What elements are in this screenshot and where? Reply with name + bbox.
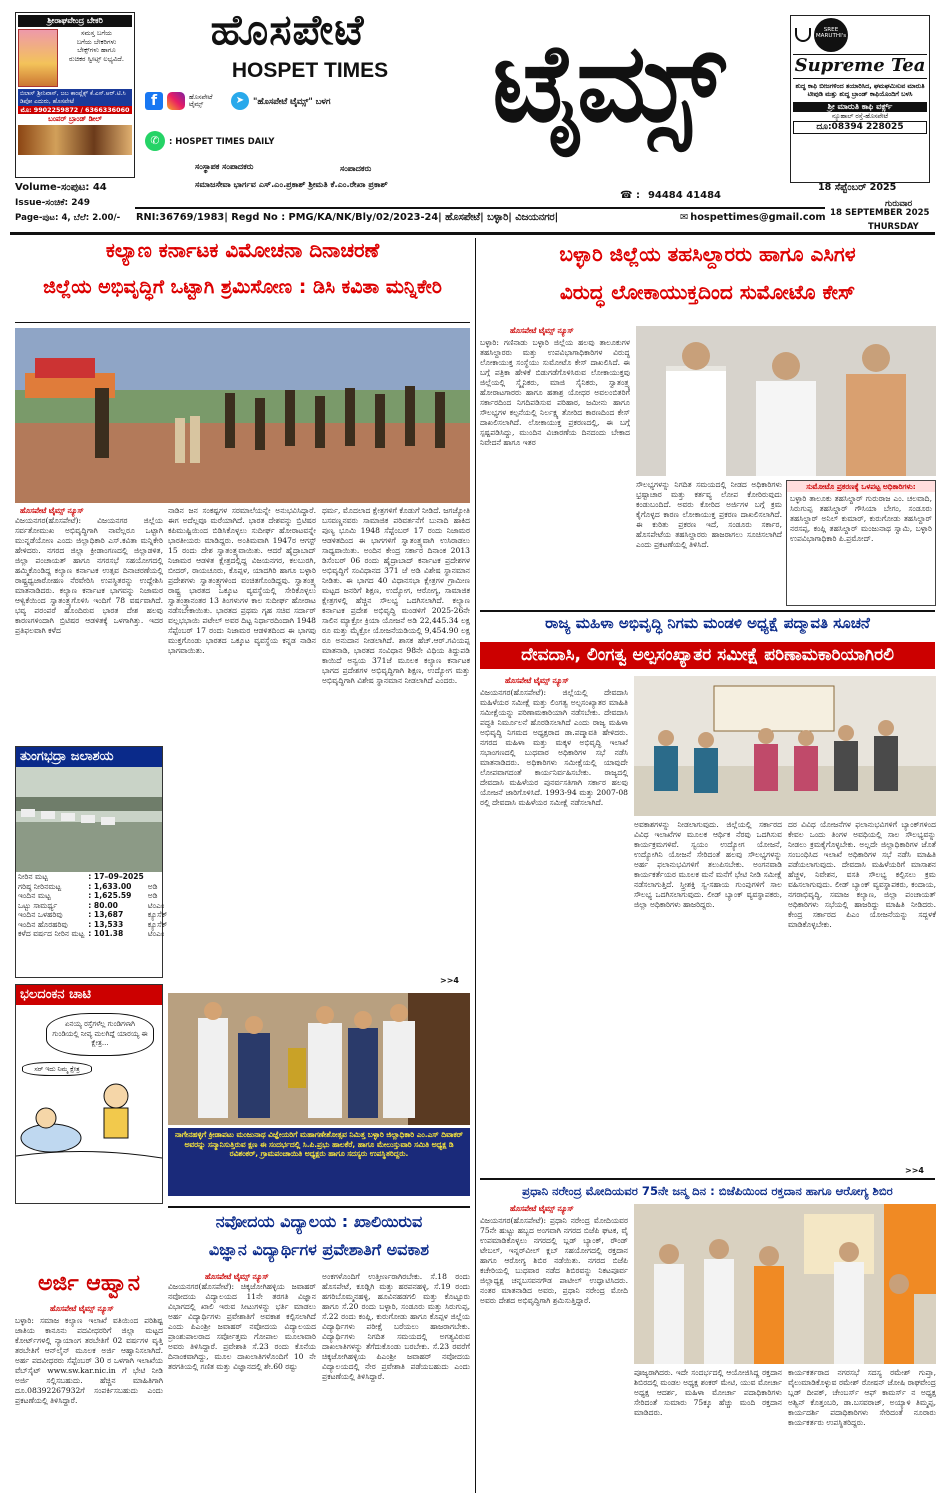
weekday-kn: ಗುರುವಾರ	[885, 198, 913, 208]
lokayukta-photo	[636, 326, 936, 476]
dam-label: ಇಂದಿನ ಒಳಹರಿವು	[18, 910, 63, 920]
dam-row	[16, 872, 169, 881]
dam-row	[16, 929, 169, 938]
dam-unit: ಟಿಂಎಂ	[147, 900, 165, 910]
women-more[interactable]: >>4	[905, 1166, 924, 1175]
whatsapp-icon[interactable]: ✆	[145, 131, 165, 151]
arji-text: ಬಳ್ಳಾರಿ: ಸಮಾಜ ಕಲ್ಯಾಣ ಇಲಾಖೆ ವತಿಯಿಂದ ಪರಿಶಿಷ್ಟ ಜಾತಿಯ ಕಾನೂನು ಪದವೀಧರರಿಗೆ ಜಿಲ್ಲಾ ಮಟ್ಟದ ಕೋರ್ಟ್‌ಗಳಲ್ಲಿ ನ್ಯಾಯಾಂಗ ತರಬೇತಿಗೆ 02 ವರ್ಷಗಳ ವೃತ್ತಿ ತರಬೇತಿಗೆ ಆನ್‌ಲೈನ್ ಮೂಲಕ ಅರ್ಜಿ ಆಹ್ವಾನಿಸಲಾಗಿದೆ. ಅರ್ಹ ಪದವೀಧರರು ಸೆಪ್ಟೆಂಬರ್ 30 ರ ಒಳಗಾಗಿ ಇಲಾಖೆಯ ವೆಬ್‌ಸೈಟ್ www.sw.kar.nic.in ಗೆ ಭೇಟಿ ನೀಡಿ ಅರ್ಜಿ ಸಲ್ಲಿಸಬಹುದು. ಹೆಚ್ಚಿನ ಮಾಹಿತಿಗಾಗಿ ದೂ.08392267932ಗೆ ಸಂಪರ್ಕಿಸಬಹುದು ಎಂದು ಪ್ರಕಟಣೆಯಲ್ಲಿ ತಿಳಿಸಿದ್ದಾರೆ.	[15, 1316, 163, 1406]
modi-rule	[480, 1178, 935, 1180]
tea-company: ಶ್ರೀ ಮಾರುತಿ ಕಾಫಿ ವರ್ಕ್ಸ್	[793, 102, 927, 112]
title-kannada-big: ಟೈಮ್ಸ್	[492, 21, 723, 146]
dam-value: : 1,625.59	[88, 891, 132, 901]
lokayukta-col2: ಸೌಲಭ್ಯಗಳನ್ನು ನಿಗದಿತ ಸಮಯದಲ್ಲಿ ನೀಡದ ಅಧಿಕಾರಿಗಳು ಭ್ರಷ್ಟಾಚಾರ ಮತ್ತು ಕರ್ತವ್ಯ ಲೋಪ ಕೋರಿರುವುದು ಕಂಡುಬಂದಿದೆ. ಅವರು ಕೋರಿದ ಅರ್ಜಿಗಳ ಬಗ್ಗೆ ಕ್ರಮ ಕೈಗೊಳ್ಳದ ಕಾರಣ ಲೋಕಾಯುಕ್ತ ಪ್ರಕರಣ ದಾಖಲಿಸಲಾಗಿದೆ. ಈ ಕುರಿತು ಪ್ರಕರಣ ಇದೆ, ಸಂಡೂರು ಸರ್ಕಾರ, ಹೊಸಪೇಟೆಯ ತಹಸಿಲ್ದಾರರು ಹಾಜರಾಗಲು ಸೂಚಿಸಲಾಗಿದೆ ಎಂದು ಪ್ರಕಟಣೆಯಲ್ಲಿ ತಿಳಿಸಿದೆ.	[636, 480, 782, 550]
dam-row	[16, 882, 169, 891]
story1-more[interactable]: >>4	[440, 976, 459, 985]
ad-bakery	[15, 12, 135, 178]
ad-bakery-line4: ರುಚಿಕರ ಸ್ವೀಟ್ಸ್ ಲಭ್ಯವಿದೆ.	[69, 54, 124, 63]
phone-icon: ☎ :	[620, 190, 640, 201]
story1-byline: ಹೊಸಪೇಟೆ ಟೈಮ್ಸ್ ನ್ಯೂಸ್	[20, 506, 84, 515]
navodaya-headline2: ವಿಜ್ಞಾನ ವಿದ್ಯಾರ್ಥಿಗಳ ಪ್ರವೇಶಾತಿಗೆ ಅವಕಾಶ	[208, 1240, 430, 1259]
lokayukta-box-title: ಸುಮೋಟೊ ಪ್ರಕರಣಕ್ಕೆ ಒಳಪಟ್ಟ ಅಧಿಕಾರಿಗಳು:	[787, 481, 935, 492]
title-kannada-small: ಹೊಸಪೇಟೆ	[210, 5, 365, 54]
modi-col1: ವಿಜಯನಗರ(ಹೊಸಪೇಟೆ): ಪ್ರಧಾನಿ ನರೇಂದ್ರ ಮೋದಿಯವರ 75ನೇ ಹುಟ್ಟು ಹಬ್ಬದ ಅಂಗವಾಗಿ ನಗರದ ಬಿಜೆಪಿ ಘಟಕ, ವೈ ಉಪಮಾಡಿಕೊಳ್ಳಲು ನಗರದಲ್ಲಿ ಬ್ಲಡ್ ಬ್ಯಾಂಕ್, ರೌಂಡ್ ಟೇಬಲ್, ಇನ್ನರ್‌ವೀಲ್ ಕ್ಲಬ್ ಸಹಯೋಗದಲ್ಲಿ ರಕ್ತದಾನ ಹಾಗೂ ಆರೋಗ್ಯ ಶಿಬಿರ ನಡೆಯಿತು. ನಗರದ ಬಿಜೆಪಿ ಕಚೇರಿಯಲ್ಲಿ ಬುಧವಾರ ನಡೆದ ಶಿಬಿರವನ್ನು ನಿಕಟಪೂರ್ವ ಜಿಲ್ಲಾಧ್ಯಕ್ಷ ಚನ್ನಬಸವನಗೌಡ ಪಾಟೀಲ್ ಉದ್ಘಾಟಿಸಿದರು. ನಂತರ ಮಾತನಾಡಿದ ಅವರು, ಪ್ರಧಾನಿ ನರೇಂದ್ರ ಮೋದಿ ಅವರು ದೇಶದ ಅಭಿವೃದ್ಧಿಗಾಗಿ ಶ್ರಮಿಸುತ್ತಿದ್ದಾರೆ.	[480, 1216, 628, 1306]
dam-value: : 80.00	[88, 900, 118, 910]
ad-bakery-line1: ಸಮಸ್ತ ಬಗೆಯ	[80, 29, 113, 37]
modi-photo	[634, 1204, 936, 1364]
cartoon-small-bubble: ಸರ್ ಇದು ನಿಮ್ಮ ಕ್ಷೇತ್ರ	[22, 1062, 92, 1076]
mail-icon: ✉	[680, 212, 689, 223]
volume: Volume-ಸಂಪುಟ: 44	[15, 182, 107, 193]
telegram-label: "ಹೊಸಪೇಟೆ ಟೈಮ್ಸ್" ಬಳಗ	[253, 95, 331, 106]
dam-table	[16, 872, 169, 938]
navodaya-col2: ಅಂಕಗಳೊಂದಿಗೆ ಉತ್ತೀರ್ಣರಾಗಿರಬೇಕು. ಸೆ.18 ರಂದು ಹೊಸಪೇಟೆ, ಕೂಡ್ಲಿಗಿ ಮತ್ತು ಹರಪನಹಳ್ಳಿ, ಸೆ.19 ರಂದು ಹಗರಿಬೊಮ್ಮನಹಳ್ಳಿ, ಹೂವಿನಹಡಗಲಿ ಮತ್ತು ಕೊಟ್ಟೂರು ಹಾಗೂ ಸೆ.20 ರಂದು ಬಳ್ಳಾರಿ, ಸಂಡೂರು ಮತ್ತು ಸಿರುಗುಪ್ಪ, ಸೆ.22 ರಂದು ಕಂಪ್ಲಿ, ಕುರುಗೋಡು ಹಾಗೂ ಕೊಪ್ಪಳ ಜಿಲ್ಲೆಯ ವಿದ್ಯಾರ್ಥಿಗಳು ಪರೀಕ್ಷೆ ಬರೆಯಲು ಹಾಜರಾಗಬೇಕು. ವಿದ್ಯಾರ್ಥಿಗಳು ನಿಗದಿತ ಸಮಯದಲ್ಲಿ ಅಗತ್ಯವಿರುವ ದಾಖಲಾತಿಗಳನ್ನು ತೆಗೆದುಕೊಂಡು ಬರಬೇಕು. ಸೆ.23 ರವರೆಗೆ ಚಿಕ್ಕಜೋಗಿಹಳ್ಳಿಯ ಪಿಎಂಶ್ರೀ ಜವಾಹರ್ ನವೋದಯ ವಿದ್ಯಾಲಯದಲ್ಲಿ ನೇರ ಪ್ರವೇಶಾತಿ ಪಡೆಯಬಹುದು ಎಂದು ಪ್ರಕಟಣೆಯಲ್ಲಿ ತಿಳಿಸಿದ್ದಾರೆ.	[322, 1272, 470, 1382]
tea-phone: ದೂ:08394 228025	[793, 121, 927, 134]
story1-kicker: ಕಲ್ಯಾಣ ಕರ್ನಾಟಕ ವಿಮೋಚನಾ ದಿನಾಚರಣೆ	[105, 238, 380, 262]
email-address[interactable]: hospettimes@gmail.com	[690, 212, 826, 223]
story1-rule	[15, 322, 470, 323]
telegram-icon[interactable]: ➤	[231, 92, 249, 110]
women-headline2: ದೇವದಾಸಿ, ಲಿಂಗತ್ವ ಅಲ್ಪಸಂಖ್ಯಾತರ ಸಮೀಕ್ಷೆ ಪರಿಣಾಮಕಾರಿಯಾಗಿರಲಿ	[480, 642, 935, 669]
lokayukta-headline1: ಬಳ್ಳಾರಿ ಜಿಲ್ಲೆಯ ತಹಸಿಲ್ದಾರರು ಹಾಗೂ ಎಸಿಗಳ	[559, 242, 856, 266]
cartoon-drawing	[16, 1076, 162, 1164]
weekday-en: THURSDAY	[868, 221, 919, 231]
navodaya-headline1: ನವೋದಯ ವಿದ್ಯಾಲಯ : ಖಾಲಿಯಿರುವ	[215, 1212, 423, 1231]
dam-box	[15, 746, 168, 978]
dam-value: : 17–09–2025	[88, 872, 144, 882]
women-byline: ಹೊಸಪೇಟೆ ಟೈಮ್ಸ್ ನ್ಯೂಸ್	[505, 676, 569, 685]
ad-bakery-title: ಶ್ರೀರಾಘವೇಂದ್ರ ಬೇಕರಿ	[18, 15, 132, 27]
ad-bakery-line2: ಬಗೆಯ ಬೇಕರಿಗಳು	[76, 37, 117, 46]
cartoon-title: ಭಲದಂಕನ ಚಾಟಿ	[16, 985, 162, 1005]
story1-col3: ಧರ್ಮ, ಮೊದಲಾದ ಕ್ಷೇತ್ರಗಳಿಗೆ ಕೊಡುಗೆ ನೀಡಿದೆ. ಜಗಜ್ಯೋತಿ ಬಸವಣ್ಣನವರು ಸಾಮಾಜಿಕ ಪರಿವರ್ತನೆಗೆ ಬುನಾದಿ ಹಾಕಿದ ಪುಣ್ಯ ಭೂಮಿ 1948 ಸೆಪ್ಟೆಂಬರ್ 17 ರಂದು ನಿಜಾಮರ ಆಡಳಿತದಿಂದ ಈ ಭಾಗಗಳಿಗೆ ಸ್ವಾತಂತ್ರ್ಯವಾಗಿ ಉಸಿರಾಡಲು ಸಾಧ್ಯವಾಯಿತು. ಅಂದಿನ ಕೇಂದ್ರ ಸರ್ಕಾರ ದಿನಾಂಕ 2013 ಡಿಸೆಂಬರ್ 06 ರಂದು ಹೈದ್ರಾಬಾದ್ ಕರ್ನಾಟಕ ಪ್ರದೇಶಗಳ ಅಭಿವೃದ್ಧಿಗೆ ಸಂವಿಧಾನದ 371 ಜೆ ಅಡಿ ವಿಶೇಷ ಸ್ಥಾನಮಾನ ನೀಡಿತು. ಈ ಭಾಗದ 40 ವಿಧಾನಸಭಾ ಕ್ಷೇತ್ರಗಳ ಗ್ರಾಮೀಣ ಮಟ್ಟದ ಜನರಿಗೆ ಶಿಕ್ಷಣ, ಉದ್ಯೋಗ, ಆರೋಗ್ಯ, ಸಾಮಾಜಿಕ ಕ್ಷೇತ್ರಗಳಲ್ಲಿ ಹೆಚ್ಚಿನ ಸೌಲಭ್ಯ ಒದಗಿಸಲಾಗಿದೆ. ಕಲ್ಯಾಣ ಕರ್ನಾಟಕ ಪ್ರದೇಶ ಅಭಿವೃದ್ಧಿ ಮಂಡಳಿಗೆ 2025-26ನೇ ಸಾಲಿನ ಮ್ಯಾಕ್ರೋ ಕ್ರಿಯಾ ಯೋಜನೆ ಅಡಿ 22,445.34 ಲಕ್ಷ ರೂ ಮತ್ತು ಮೈಕ್ರೋ ಯೋಜನೆಯಡಿಯಲ್ಲಿ 9,454.90 ಲಕ್ಷ ರೂ ಅನುದಾನ ನೀಡಲಾಗಿದೆ. ಶಾಸಕ ಹೆಚ್.ಆರ್.ಗವಿಯಪ್ಪ ಮಾತನಾಡಿ, ಭಾರತದ ಸಂವಿಧಾನ 98ನೇ ವಿಧಿಯ ತಿದ್ದುಪಡಿ ಕಾಯಿದೆ ಅನ್ವಯ 371ಜೆ ಮೂಲಕ ಕಲ್ಯಾಣ ಕರ್ನಾಟಕ ಭಾಗದ ಪ್ರದೇಶಗಳ ಅಭಿವೃದ್ಧಿಗಾಗಿ ಶಿಕ್ಷಣ, ಉದ್ಯೋಗ ಮತ್ತು ಅಭಿವೃದ್ಧಿಗಾಗಿ ವಿಶೇಷ ಸ್ಥಾನಮಾನ ನೀಡಲಾಗಿದೆ ಎಂದರು.	[322, 506, 470, 686]
dam-label: ಇಂದಿನ ಮಟ್ಟ	[18, 891, 51, 901]
ad-bakery-deity-image	[18, 29, 58, 87]
top-rule	[10, 232, 935, 235]
dam-label: ಗರಿಷ್ಠ ನೀರಿನಮಟ್ಟ	[18, 881, 62, 891]
tea-cup-icon	[795, 28, 811, 42]
dam-label: ಕಳೆದ ವರ್ಷದ ನೀರಿನ ಮಟ್ಟ	[18, 929, 85, 939]
dam-photo	[16, 767, 162, 872]
dam-row	[16, 910, 169, 919]
navodaya-rule	[168, 1206, 470, 1208]
dam-row	[16, 901, 169, 910]
navodaya-byline: ಹೊಸಪೇಟೆ ಟೈಮ್ಸ್ ನ್ಯೂಸ್	[205, 1272, 269, 1281]
dam-label: ನೀರಿನ ಮಟ್ಟ	[18, 872, 48, 882]
dam-title: ತುಂಗಭದ್ರಾ ಜಲಾಶಯ	[16, 747, 162, 767]
dam-unit: ಕ್ಯೂಸೆಕ್	[147, 910, 168, 920]
whatsapp-row	[145, 130, 405, 152]
date-en: 18 SEPTEMBER 2025	[830, 208, 930, 218]
tea-brand: Supreme Tea	[793, 54, 927, 79]
editor-label: ಸಂಪಾದಕರು	[340, 164, 372, 173]
award-photo	[168, 993, 470, 1125]
cartoon-box	[15, 984, 163, 1204]
center-divider	[475, 238, 476, 1493]
women-col1: ವಿಜಯನಗರ(ಹೊಸಪೇಟೆ): ಜಿಲ್ಲೆಯಲ್ಲಿ ದೇವದಾಸಿ ಮಹಿಳೆಯರ ಸಮೀಕ್ಷೆ ಮತ್ತು ಲಿಂಗತ್ವ ಅಲ್ಪಸಂಖ್ಯಾತರ ಮಾಹಿತಿ ಸಮೀಕ್ಷೆಯನ್ನು ಪರಿಣಾಮಕಾರಿಯಾಗಿ ನಡೆಸಬೇಕು. ದೇವದಾಸಿ ಪದ್ಧತಿ ನಿರ್ಮೂಲನೆ ಹೊರಡಿಸಲಾಗಿದೆ ಎಂದು ರಾಜ್ಯ ಮಹಿಳಾ ಅಭಿವೃದ್ಧಿ ನಿಗಮದ ಅಧ್ಯಕ್ಷರಾದ ಡಾ.ಪದ್ಮಾವತಿ ಹೇಳಿದರು. ನಗರದ ಮಹಿಳಾ ಮತ್ತು ಮಕ್ಕಳ ಅಭಿವೃದ್ಧಿ ಇಲಾಖೆ ಸಭಾಂಗಣದಲ್ಲಿ ಬುಧವಾರ ಅಧಿಕಾರಿಗಳ ಸಭೆ ನಡೆಸಿ ಮಾತನಾಡಿದರು. ಅಧಿಕಾರಿಗಳು ಸಮೀಕ್ಷೆಯಲ್ಲಿ ಯಾವುದೇ ಲೋಪವಾಗದಂತೆ ಕಾರ್ಯನಿರ್ವಹಿಸಬೇಕು. ರಾಜ್ಯದಲ್ಲಿ ದೇವದಾಸಿ ಮಹಿಳೆಯರ ಪುನರ್ವಸತಿಗಾಗಿ ಸರ್ಕಾರ ಹಲವು ಯೋಜನೆ ಜಾರಿಗೊಳಿಸಿದೆ. 1993-94 ಮತ್ತು 2007-08 ರಲ್ಲಿ ದೇವದಾಸಿ ಮಹಿಳೆಯರ ಸಮೀಕ್ಷೆ ನಡೆಸಲಾಗಿದೆ.	[480, 688, 628, 808]
story1-headline: ಜಿಲ್ಲೆಯ ಅಭಿವೃದ್ಧಿಗೆ ಒಟ್ಟಾಗಿ ಶ್ರಮಿಸೋಣ : ಡಿಸಿ ಕವಿತಾ ಮನ್ನಿಕೇರಿ	[43, 276, 442, 298]
date-kn: 18 ಸೆಪ್ಟೆಂಬರ್ 2025	[818, 182, 897, 193]
ad-bakery-address: ಬಿಲಾಸ್ ಶ್ರೀನಿವಾಸ್, ಜಬ ಕಾಂಪ್ಲೆಕ್ಸ್ ಕೆ.ಎಸ್.ಆರ್.ಟಿ.ಸಿ ಡಿಪೋ ಎದುರು, ಹೊಸಪೇಟೆ	[18, 89, 132, 106]
tea-text: ಶುದ್ಧ ಕಾಫಿ ಬೀಜಗಳಿಂದ ತಯಾರಿಸಿದ, ಘಮಘಮಿಸುವ ಮಾರುತಿ ಟೀಪುಡಿ ಮತ್ತು ಶುದ್ಧ ಬ್ರಾಂಡ್ ಕಾಫಿಯೊಂದಿಗೆ ಬಳಸಿ	[795, 81, 925, 99]
founder-label: ಸಂಸ್ಥಾಪಕ ಸಂಪಾದಕರು	[195, 162, 254, 171]
dam-value: : 1,633.00	[88, 881, 132, 891]
modi-col3: ಕಾರ್ಯಕರ್ತರಾದ ನಗರಸಭೆ ಸದಸ್ಯ ರಮೇಶ್ ಗುಪ್ತಾ, ವೈಲುಮಾಡಿಕೊಳ್ಳುವ ರಮೇಶ್ ರೋಷನ್ ಜೋಷಿ ರಾಘವೇಂದ್ರ ಬ್ಲಡ್ ದೀಪಕ್, ಚೇಂಬರ್ಸ್ ಆಫ್ ಕಾಮರ್ಸ್ ನ ಅಧ್ಯಕ್ಷ ಅಶ್ವಿನ್ ಕೊತ್ತಂಬರಿ, ಡಾ.ಬಸವರಾಜ್, ಅಯ್ಯಾಳಿ ತಿಮ್ಮಪ್ಪ, ಕಾರ್ಯದರ್ಶಿ ಪದಾಧಿಕಾರಿಗಳು ಸೇರಿದಂತೆ ನೂರಾರು ಕಾರ್ಯಕರ್ತರು ಉಪಸ್ಥಿತರಿದ್ದರು.	[788, 1368, 936, 1428]
social-row	[145, 90, 435, 112]
phone-row	[620, 190, 721, 203]
lokayukta-col1: ಬಳ್ಳಾರಿ: ಗಣಿನಾಡು ಬಳ್ಳಾರಿ ಜಿಲ್ಲೆಯ ಹಲವು ತಾಲೂಕುಗಳ ತಹಸಿಲ್ದಾರರು ಮತ್ತು ಉಪವಿಭಾಗಾಧಿಕಾರಿಗಳ ವಿರುದ್ಧ ಲೋಕಾಯುಕ್ತ ಸಂಸ್ಥೆಯು ಸುಮೋಟೊ ಕೇಸ್ ದಾಖಲಿಸಿದೆ. ಈ ಬಗ್ಗೆ ಪತ್ರಿಕಾ ಹೇಳಿಕೆ ಬಿಡುಗಡೆಗೊಳಿಸಿರುವ ಲೋಕಾಯುಕ್ತವು ಜಿಲ್ಲೆಯಲ್ಲಿ ಸ್ಮೈನಿಕರು, ಮಾಜಿ ಸೈನಿಕರು, ಸ್ವಾತಂತ್ರ್ಯ ಹೋರಾಟಗಾರರು ಹಾಗೂ ಹತಾಶ್ರ ಯೋಧರ ಅವಲಂಬಿತರಿಗೆ ಸರ್ಕಾರದಿಂದ ನಿಗದಿಪಡಿಸುವ ಪರಿಹಾರ, ಜಮೀನು ಹಾಗೂ ಸೌಲಭ್ಯಗಳ ಕಲ್ಪನೆಯಲ್ಲಿ ನಿರ್ಲಕ್ಷ್ಯ ತೋರಿದ ಕಾರಣದಿಂದ ಕೇಸ್ ದಾಖಲಿಸಲಾಗಿದೆ. ಲೋಕಾಯುಕ್ತ ಪ್ರಕರಣದಲ್ಲಿ, ಈ ಬಗ್ಗೆ ಸ್ಪಷ್ಟಪಡಿಸಿದ್ದು, ಮುಂದಿನ ವಿಚಾರಣೆಯ ದಿನದಂದು ಬೇಕಾದ ನಿವೇದನೆ ಹಾಗೂ ಇತರ	[480, 338, 630, 448]
story1-col2: ನಾಡಿನ ಜನ ಸಂಕಷ್ಟಗಳ ಸರಮಾಲೆಯನ್ನೇ ಅನುಭವಿಸಿದ್ದಾರೆ. ಈಗ ಅದೆಲ್ಲವೂ ಮರೆಯಾಗಿದೆ. ಭಾರತ ದೇಶವನ್ನು ಬ್ರಿಟಿಷರ ಕಪಿಮುಷ್ಟಿಯಿಂದ ಬಿಡಿಸಿಕೊಳ್ಳಲು ಸುದೀರ್ಘ ಹೋರಾಟವನ್ನೇ ಭಾರತೀಯರು ಮಾಡಿದ್ದರು. ಅಂತಿಮವಾಗಿ 1947ರ ಆಗಸ್ಟ್ 15 ರಂದು ದೇಶ ಸ್ವಾತಂತ್ರ್ಯವಾಯಿತು. ಆದರೆ ಹೈದ್ರಾಬಾದ್ ನಿಜಾಮರ ಆಡಳಿತ ಕ್ಷೇತ್ರದಲ್ಲಿದ್ದ ವಿಜಯನಗರ, ಕಲಬುರಗಿ, ಬೀದರ್, ರಾಯಚೂರು, ಕೊಪ್ಪಳ, ಯಾದಗಿರಿ ಹಾಗೂ ಬಳ್ಳಾರಿ ಪ್ರದೇಶಗಳು ಸ್ವಾತಂತ್ರ್ಯಗಳಿಂದ ವಂಚಿತಗೊಂಡಿದ್ದವು. ಸ್ವಾತಂತ್ರ್ಯ ರಾಷ್ಟ್ರ ಭಾರತದ ಒಕ್ಕೂಟ ವ್ಯವಸ್ಥೆಯಲ್ಲಿ ಸೇರಿಕೊಳ್ಳಲು ಸ್ವಾತಂತ್ರ್ಯಾನಂತರ 13 ತಿಂಗಳುಗಳ ಕಾಲ ಸುದೀರ್ಘ ಹೋರಾಟ ನಡೆಸಬೇಕಾಯಿತು. ಭಾರತದ ಪ್ರಥಮ ಗೃಹ ಸಚಿವ ಸರ್ದಾರ್ ವಲ್ಲಭಭಾಯಿ ಪಟೇಲ್ ಅವರ ದಿಟ್ಟ ನಿರ್ಧಾರದಿಂದಾಗಿ 1948 ಸೆಪ್ಟೆಂಬರ್ 17 ರಂದು ನಿಜಾಮರ ಆಡಳಿತದಿಂದ ಈ ಭಾಗವು ಮುಕ್ತಗೊಂಡು ಭಾರತದ ಒಕ್ಕೂಟ ವ್ಯವಸ್ಥೆಯ ಕನ್ನಡ ನಾಡಿನ ಭಾಗವಾಯಿತು.	[168, 506, 316, 656]
modi-headline: ಪ್ರಧಾನಿ ನರೇಂದ್ರ ಮೋದಿಯವರ 75ನೇ ಜನ್ಮ ದಿನ : ಬಿಜೆಪಿಯಿಂದ ರಕ್ತದಾನ ಹಾಗೂ ಆರೋಗ್ಯ ಶಿಬಿರ	[522, 1184, 893, 1198]
cartoon-bubble: ಏನಯ್ಯ ರಸ್ತೆಗಳೆಲ್ಲ ಗುಂಡಿಗಳಾಗಿ ಗುಂಡಿಯಲ್ಲಿ ನೀವ್ಯ ಮಲಗಿದ್ದೆ ಯಾರಯ್ಯ ಈ ಕ್ಷೇತ್ರ...	[46, 1013, 154, 1055]
whatsapp-label: : HOSPET TIMES DAILY	[169, 135, 275, 146]
rni-line: RNI:36769/1983| Regd No : PMG/KA/NK/Bly/02/2023-24| ಹೊಸಪೇಟೆ| ಬಳ್ಳಾರಿ| ವಿಜಯನಗರ|	[136, 212, 559, 223]
award-caption: ನಾಗೇನಹಳ್ಳಿಗೆ ಕ್ರೀಡಾಪಟು ಮಂಜುನಾಥ ವಿಜ್ಞೇಯರಿಗೆ ಮಹಾಗಣೇಶೋತ್ಸವ ನಿಮಿತ್ತ ಬಳ್ಳಾರಿ ಜಿಲ್ಲಾಧಿಕಾರಿ ಎಂ.ಎಸ್ ದಿವಾಕರ್ ಅವರನ್ನು ಸನ್ಮಾನಿಸುತ್ತಿರುವ ಕ್ಷಣ ಈ ಸಂದರ್ಭದಲ್ಲಿ ಸಿ.ಪಿ.ಪ್ರಭು ಹಾಲಕೆರೆ, ಹಾಗೂ ಮೇಲುಸ್ತುವಾರಿ ಸಮಿತಿ ಅಧ್ಯಕ್ಷ ಡಿ ರವಿಶಂಕರ್, ಗ್ರಾಮಪಂಚಾಯಿತಿ ಅಧ್ಯಕ್ಷರು ಹಾಗೂ ಸದಸ್ಯರು ಉಪಸ್ಥಿತರಿದ್ದರು.	[168, 1128, 470, 1196]
ad-bakery-phone: ಮೊ: 9902259872 / 6366336060	[18, 106, 132, 114]
tea-logo: SREE MARUTHI's	[814, 18, 848, 52]
lokayukta-box	[786, 480, 936, 606]
tea-address: ನ್ಯೂಹಾಲ್ ರಸ್ತೆ-ಹೊಸಪೇಟೆ	[831, 111, 889, 120]
women-rule	[480, 610, 935, 612]
dam-value: : 101.38	[88, 929, 124, 939]
dam-label: ಇಂದಿನ ಹೊರಹರಿವು	[18, 919, 68, 929]
dam-row	[16, 891, 169, 900]
dam-value: : 13,533	[88, 919, 124, 929]
modi-byline: ಹೊಸಪೇಟೆ ಟೈಮ್ಸ್ ನ್ಯೂಸ್	[510, 1204, 574, 1213]
story1-col1: ವಿಜಯನಗರ(ಹೊಸಪೇಟೆ): ವಿಜಯನಗರ ಜಿಲ್ಲೆಯ ಸರ್ವತೋಮುಖ ಅಭಿವೃದ್ಧಿಗಾಗಿ ನಾವೆಲ್ಲರೂ ಒಟ್ಟಾಗಿ ಮುನ್ನಡೆಯೋಣ ಎಂದು ಜಿಲ್ಲಾಧಿಕಾರಿ ಎಸ್.ಕವಿತಾ ಮನ್ನಿಕೇರಿ ಹೇಳಿದರು. ನಗರದ ಜಿಲ್ಲಾ ಕ್ರೀಡಾಂಗಣದಲ್ಲಿ ಜಿಲ್ಲಾಡಳಿತ, ಜಿಲ್ಲಾ ಪಂಚಾಯತ್ ಹಾಗೂ ನಗರಸಭೆ ಸಹಯೋಗದಲ್ಲಿ ಹಮ್ಮಿಕೊಂಡಿದ್ದ ಕಲ್ಯಾಣ ಕರ್ನಾಟಕ ಉತ್ಸವ ದಿನಾಚರಣೆಯಲ್ಲಿ ರಾಷ್ಟ್ರಧ್ವಜಾರೋಹಣ ನೆರವೇರಿಸಿ ಉಪಸ್ಥಿತರನ್ನು ಉದ್ದೇಶಿಸಿ ಮಾತನಾಡಿದರು. ಕಲ್ಯಾಣ ಕರ್ನಾಟಕ ಭಾಗವನ್ನು ನಿಜಾಮರ ಆಳ್ವಿಕೆಯಿಂದ ಸ್ವಾತಂತ್ರ್ಯಗೊಳಿಸಿ ಇಂದಿಗೆ 78 ವರ್ಷವಾಗಿದೆ. ಭವ್ಯ ಪರಂಪರೆ ಹೊಂದಿರುವ ಭಾರತ ದೇಶ ಹಲವು ಕಾರಣಗಳಿಂದಾಗಿ ಬ್ರಿಟಿಷರ ಆಡಳಿತಕ್ಕೆ ಒಳಗಾಗಿತ್ತು. ಇದರ ಪ್ರತಿಫಲವಾಗಿ ಕಳೆದ	[15, 516, 163, 636]
pages: Page-ಪುಟ: 4, ಬೆಲೆ: 2.00/-	[15, 213, 121, 223]
lokayukta-box-text: ಬಳ್ಳಾರಿ ತಾಲೂಕು ತಹಸಿಲ್ದಾರ್ ಗುರುರಾಜ ಎಂ. ಚಲವಾದಿ, ಸಿರುಗುಪ್ಪ ತಹಸಿಲ್ದಾರ್ ಗೌಸಿಯಾ ಬೇಗಂ, ಸಂಡೂರು ತಹಸಿಲ್ದಾರ್ ಅನಿಲ್ ಕುಮಾರ್, ಕುರುಗೋಡು ತಹಸಿಲ್ದಾರ್ ನರಸಪ್ಪ, ಕಂಪ್ಲಿ ತಹಸಿಲ್ದಾರ್ ಮಂಜುನಾಥ ಸ್ವಾಮಿ, ಬಳ್ಳಾರಿ ಉಪವಿಭಾಗಾಧಿಕಾರಿ ಪಿ.ಪ್ರಮೋದ್.	[790, 494, 932, 544]
instagram-icon[interactable]	[167, 92, 185, 110]
ad-bakery-cake-image	[18, 125, 132, 155]
phone-number[interactable]: 94484 41484	[647, 190, 721, 201]
navodaya-col1: ವಿಜಯನಗರ(ಹೊಸಪೇಟೆ): ಚಿಕ್ಕಜೋಗಿಹಳ್ಳಿಯ ಜವಾಹರ್ ನವೋದಯ ವಿದ್ಯಾಲಯದ 11ನೇ ತರಗತಿ ವಿಜ್ಞಾನ ವಿಭಾಗದಲ್ಲಿ ಖಾಲಿ ಇರುವ ಸೀಟುಗಳನ್ನು ಭರ್ತಿ ಮಾಡಲು ಅರ್ಹ ವಿದ್ಯಾರ್ಥಿಗಳು ಪ್ರವೇಶಾತಿಗೆ ಅವಕಾಶ ಕಲ್ಪಿಸಲಾಗಿದೆ ಎಂದು ಪಿಎಂಶ್ರೀ ಜವಾಹರ್ ನವೋದಯ ವಿದ್ಯಾಲಯದ ಪ್ರಾಂಶುಪಾಲರಾದ ಸರ್ವೋತ್ತಮ ಗೋಪಾಲ ಮೂಲಾವಾರಿ ಅವರು ತಿಳಿಸಿದ್ದಾರೆ. ಪ್ರವೇಶಾತಿ ಸೆ.23 ರಂದು ಕೊನೆಯ ದಿನಾಂಕವಾಗಿದ್ದು, ಮೂಲ ದಾಖಲಾತಿಗಳೊಂದಿಗೆ 10 ನೇ ತರಗತಿಯಲ್ಲಿ ಗಣಿತ ಮತ್ತು ವಿಜ್ಞಾನದಲ್ಲಿ ಶೇ.60 ರಷ್ಟು	[168, 1282, 316, 1372]
email-row	[680, 212, 826, 224]
ad-tea	[790, 15, 930, 183]
lokayukta-headline2: ವಿರುದ್ಧ ಲೋಕಾಯುಕ್ತದಿಂದ ಸುಮೋಟೊ ಕೇಸ್	[559, 280, 856, 304]
dam-row	[16, 920, 169, 929]
modi-col2: ಪೂಜ್ಯರಾಗಿದರು. ಇದೇ ಸಂದರ್ಭದಲ್ಲಿ ಆಯೋಜಿಸಿದ್ದ ರಕ್ತದಾನ ಶಿಬಿರದಲ್ಲಿ ಮಂಡಲ ಅಧ್ಯಕ್ಷ ಶಂಕರ್ ಮೇಟಿ, ಯುವ ಮೋರ್ಚಾ ಅಧ್ಯಕ್ಷ ಆದರ್ಶ, ಮಹಿಳಾ ಮೋರ್ಚಾ ಪದಾಧಿಕಾರಿಗಳು ಸೇರಿದಂತೆ ಸುಮಾರು 75ಕ್ಕೂ ಹೆಚ್ಚು ಮಂದಿ ರಕ್ತದಾನ ಮಾಡಿದರು.	[634, 1368, 782, 1418]
women-headline1: ರಾಜ್ಯ ಮಹಿಳಾ ಅಭಿವೃದ್ಧಿ ನಿಗಮ ಮಂಡಳಿ ಅಧ್ಯಕ್ಷೆ ಪದ್ಮಾವತಿ ಸೂಚನೆ	[545, 614, 870, 632]
women-photo	[634, 676, 936, 816]
dam-unit: ಕ್ಯೂಸೆಕ್	[147, 919, 168, 929]
women-col2: ಅವಕಾಶಗಳನ್ನು ನೀಡಲಾಗುವುದು. ಜಿಲ್ಲೆಯಲ್ಲಿ ಸರ್ಕಾರದ ವಿವಿಧ ಇಲಾಖೆಗಳ ಮೂಲಕ ಆರ್ಥಿಕ ನೆರವು ಒದಗಿಸುವ ಕಾರ್ಯಕ್ರಮಗಳಿವೆ. ಸ್ವಯಂ ಉದ್ಯೋಗ ಯೋಜನೆ, ಉದ್ಯೋಗಿನಿ ಯೋಜನೆ ಸೇರಿದಂತೆ ಹಲವು ಸೌಲಭ್ಯಗಳನ್ನು ಅರ್ಹ ಫಲಾನುಭವಿಗಳಿಗೆ ತಲುಪಿಸಬೇಕು. ಅಂಗನವಾಡಿ ಕಾರ್ಯಕರ್ತೆಯರ ಮೂಲಕ ಮನೆ ಮನೆಗೆ ಭೇಟಿ ನೀಡಿ ಸಮೀಕ್ಷೆ ನಡೆಸಲಾಗುತ್ತಿದೆ. ಸ್ತ್ರೀಶಕ್ತಿ ಸ್ವ-ಸಹಾಯ ಗುಂಪುಗಳಿಗೆ ಸಾಲ ಸೌಲಭ್ಯ ಒದಗಿಸಲಾಗುವುದು. ಲೀಡ್ ಬ್ಯಾಂಕ್ ವ್ಯವಸ್ಥಾಪಕರು, ಜಿಲ್ಲಾ ಅಧಿಕಾರಿಗಳು ಹಾಜರಿದ್ದರು.	[634, 820, 782, 910]
facebook-label: ಹೊಸಪೇಟೆ ಟೈಮ್ಸ್	[189, 92, 213, 108]
lokayukta-byline: ಹೊಸಪೇಟೆ ಟೈಮ್ಸ್ ನ್ಯೂಸ್	[510, 326, 574, 335]
founder-names: ಸಮಾಜಸೇವಾ ಭಾರ್ಗವ ಎಸ್.ಎಂ.ಪ್ರಕಾಶ್ ಶ್ರೀಮತಿ ಕೆ.ಎಂ.ರೇಖಾ ಪ್ರಕಾಶ್	[195, 179, 388, 189]
story1-parade-photo	[15, 328, 470, 503]
masthead-rule	[135, 207, 825, 209]
arji-byline: ಹೊಸಪೇಟೆ ಟೈಮ್ಸ್ ನ್ಯೂಸ್	[50, 1304, 114, 1313]
dam-unit	[146, 872, 170, 881]
facebook-icon[interactable]: f	[145, 92, 163, 110]
dam-unit: ಟಿಂಎಂ	[147, 929, 165, 939]
ad-bakery-line3: ಬೇಕ್ಸ್‌ಗಳು ಹಾಗೂ	[77, 46, 116, 55]
women-col3: ದರ ವಿವಿಧ ಯೋಜನೆಗಳ ಫಲಾನುಭವಿಗಳಿಗೆ ಬ್ಯಾಂಕ್‌ಗಳಿಂದ ಕೇವಲ ಒಂದು ತಿಂಗಳ ಅವಧಿಯಲ್ಲಿ ಸಾಲ ಸೌಲಭ್ಯವನ್ನು ನೀಡಲು ಕ್ರಮಕೈಗೊಳ್ಳಬೇಕು. ಅಲ್ಲದೇ ಜಿಲ್ಲಾಧಿಕಾರಿಗಳ ಜೊತೆ ಸಂಬಂಧಿಸಿದ ಇಲಾಖೆ ಅಧಿಕಾರಿಗಳ ಸಭೆ ನಡೆಸಿ ಮಾಹಿತಿ ಪಡೆಯಲಾಗುವುದು. ದೇವದಾಸಿ ಮಹಿಳೆಯರಿಗೆ ಮಾಸಾಶನ ಹೆಚ್ಚಳ, ನಿವೇಶನ, ವಸತಿ ಸೌಲಭ್ಯ ಕಲ್ಪಿಸಲು ಕ್ರಮ ವಹಿಸಲಾಗುವುದು. ಲೀಡ್ ಬ್ಯಾಂಕ್ ವ್ಯವಸ್ಥಾಪಕರು, ಕಂದಾಯ, ನಗರಾಭಿವೃದ್ಧಿ, ಸಮಾಜ ಕಲ್ಯಾಣ, ಜಿಲ್ಲಾ ಪಂಚಾಯತ್ ಅಧಿಕಾರಿಗಳು ಸಭೆಯಲ್ಲಿ ಹಾಜರಿದ್ದು ಮಾಹಿತಿ ನೀಡಿದರು. ಕೇಂದ್ರ ಸರ್ಕಾರದ ಪಿಎಂ ಯೋಜನೆಯನ್ನು ಸದ್ಬಳಕೆ ಮಾಡಿಕೊಳ್ಳಬೇಕು.	[788, 820, 936, 930]
title-english: HOSPET TIMES	[231, 59, 389, 82]
issue: Issue-ಸಂಚಿಕೆ: 249	[15, 198, 91, 208]
dam-unit: ಅಡಿ	[147, 891, 158, 901]
arji-headline: ಅರ್ಜಿ ಆಹ್ವಾನ	[37, 1271, 141, 1296]
ad-bakery-banner: ಬಂಪರ್ ಬ್ರಾಂಡ್ ಡೀಲ್	[48, 115, 102, 123]
dam-label: ಒಟ್ಟು ಸಾಮರ್ಥ್ಯ	[18, 900, 58, 910]
dam-unit: ಅಡಿ	[147, 881, 158, 891]
dam-value: : 13,687	[88, 910, 124, 920]
